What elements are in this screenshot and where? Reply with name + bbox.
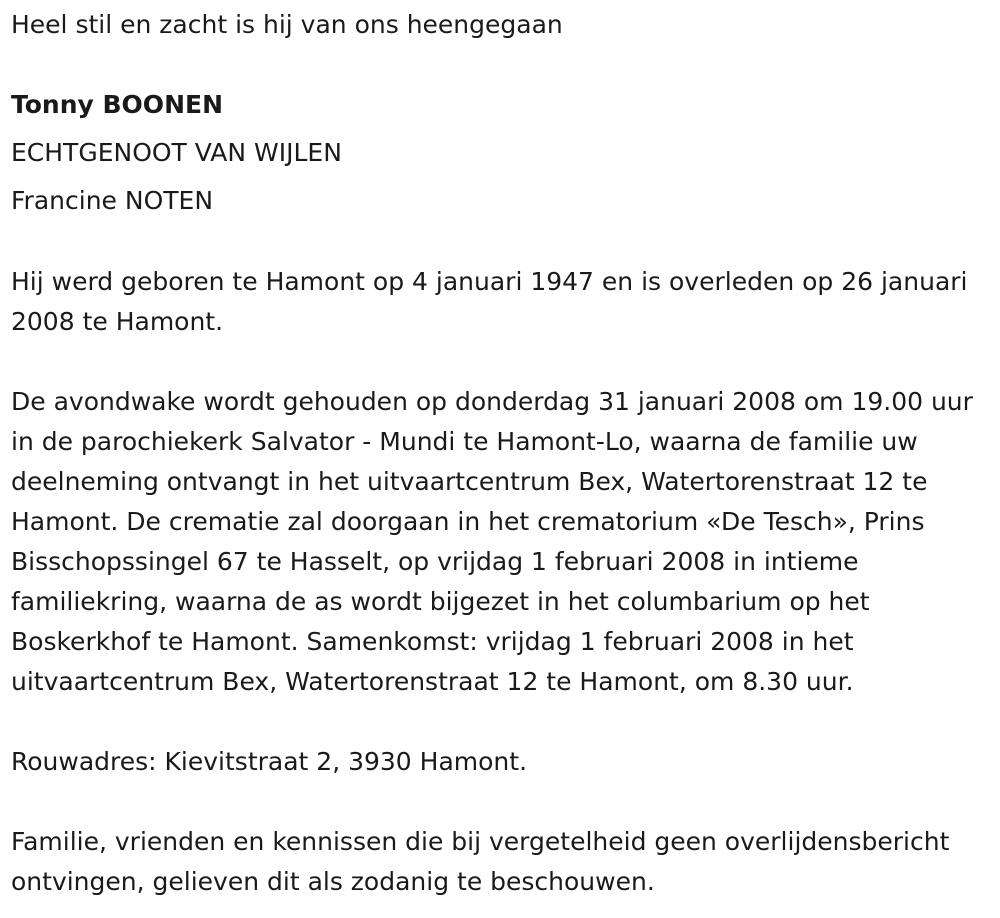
intro-line: Heel stil en zacht is hij van ons heengegaan: [11, 10, 563, 39]
closing-paragraph: Familie, vrienden en kennissen die bij vergetelheid geen overlijdensbericht ontvingen, gelieven dit als zodanig te beschouwen.: [11, 827, 950, 896]
birth-death-paragraph: Hij werd geboren te Hamont op 4 januari 1947 en is overleden op 26 januari 2008 te Hamont.: [11, 267, 968, 336]
spouse-name: Francine NOTEN: [11, 186, 214, 215]
address-paragraph: Rouwadres: Kievitstraat 2, 3930 Hamont.: [11, 747, 528, 776]
ceremony-paragraph: De avondwake wordt gehouden op donderdag 31 januari 2008 om 19.00 uur in de parochiekerk Salvator - Mundi te Hamont-Lo, waarna de familie uw deelneming ontvangt in het uitvaartcentrum Bex, Watertorenstraat 12 te Hamont. De crematie zal doorgaan in het crematorium «De Tesch», Prins Bisschopssingel 67 te Hasselt, op vrijdag 1 februari 2008 in intieme familiekring, waarna de as wordt bijgezet in het columbarium op het Boskerkhof te Hamont. Samenkomst: vrijdag 1 februari 2008 in het uitvaartcentrum Bex, Watertorenstraat 12 te Hamont, om 8.30 uur.: [11, 387, 973, 696]
deceased-name: Tonny BOONEN: [11, 90, 223, 119]
relation-line: ECHTGENOOT VAN WIJLEN: [11, 138, 342, 167]
